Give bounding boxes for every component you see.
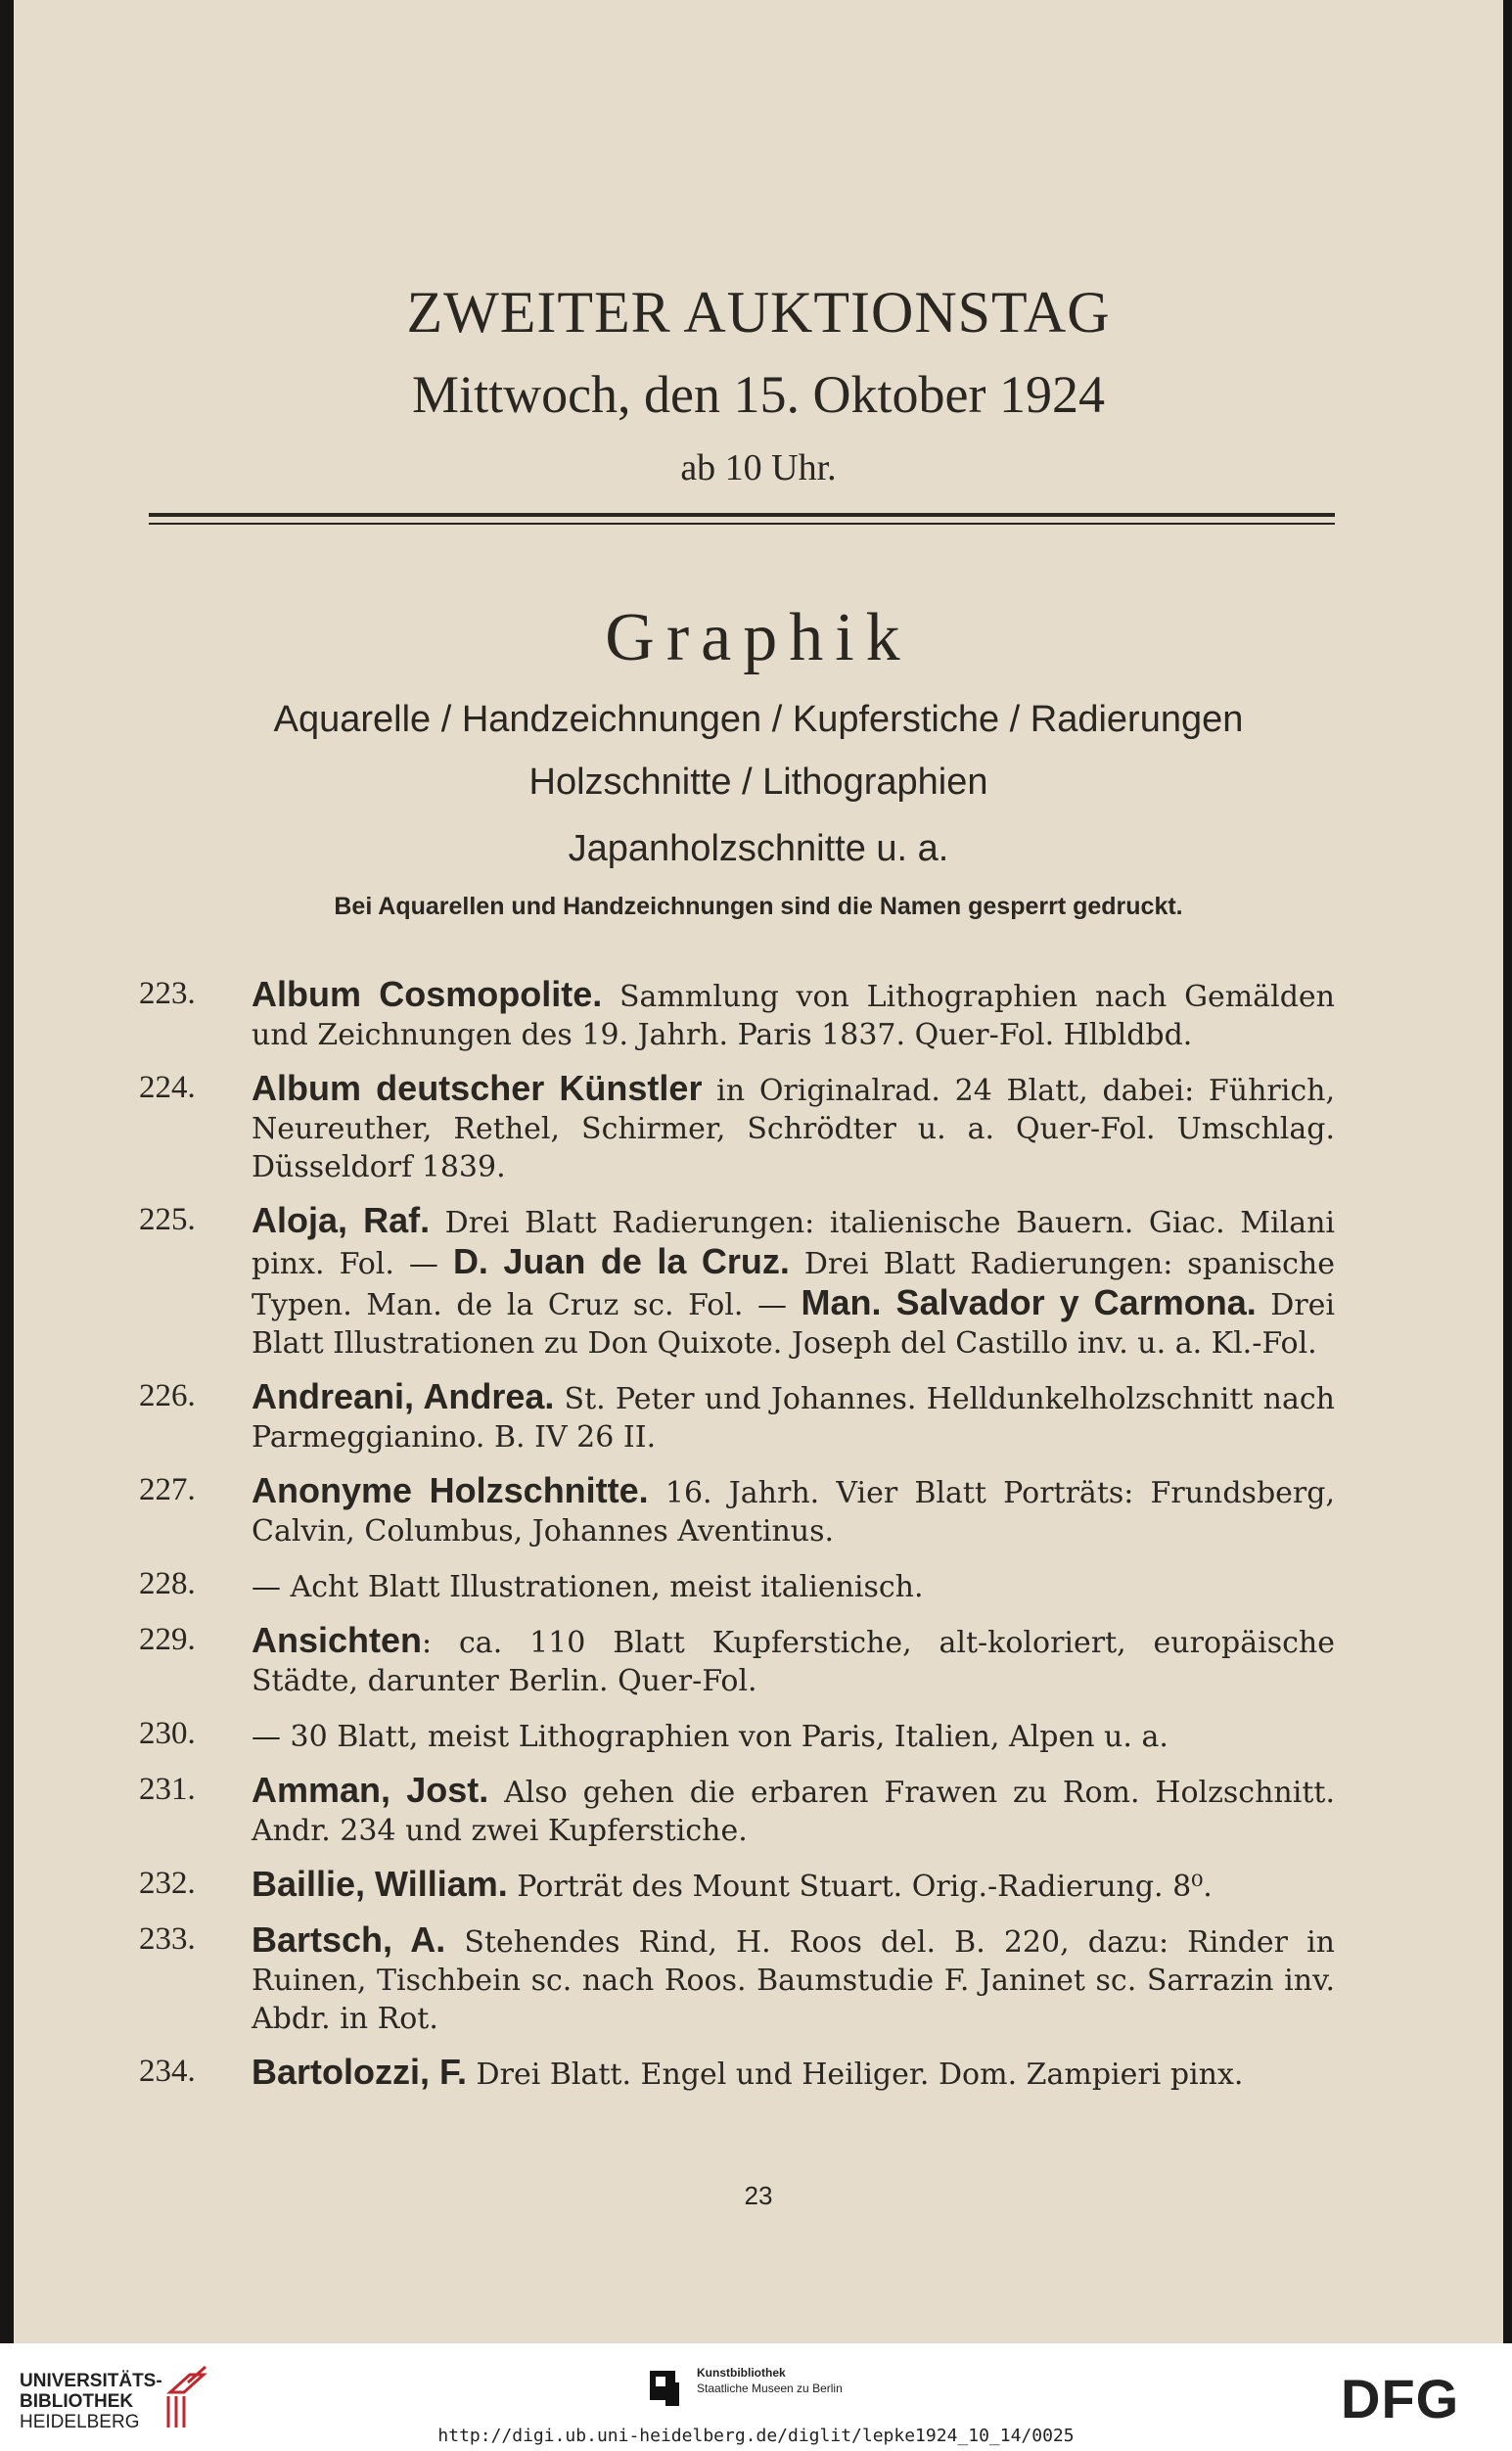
kb-line-1: Kunstbibliothek — [697, 2366, 786, 2380]
entry-text: — Acht Blatt Illustrationen, meist italienisch. — [252, 1570, 924, 1604]
catalog-entry — [139, 1201, 1335, 1363]
entry-name: Baillie, William. — [252, 1864, 508, 1904]
entry-name: Bartsch, A. — [252, 1919, 446, 1960]
auction-day-title: ZWEITER AUKTIONSTAG — [406, 280, 1111, 345]
entry-text: Drei Blatt. Engel und Heiliger. Dom. Zampieri pinx. — [467, 2058, 1244, 2092]
entry-name: Album Cosmopolite. — [252, 974, 603, 1014]
category-line-3: Japanholzschnitte u. a. — [568, 828, 949, 869]
kb-line-2: Staatliche Museen zu Berlin — [697, 2382, 843, 2395]
entry-text: 16. Jahrh. Vier Blatt Porträts: Frundsberg, Calvin, Columbus, Johannes Aventinus. — [252, 1476, 1335, 1549]
entry-text: — 30 Blatt, meist Lithographien von Paris, Italien, Alpen u. a. — [252, 1720, 1168, 1754]
entry-name: Amman, Jost. — [252, 1770, 489, 1810]
uni-line-3: HEIDELBERG — [20, 2412, 140, 2432]
entry-number: 233. — [139, 1921, 196, 1957]
entry-name: Bartolozzi, F. — [252, 2052, 468, 2092]
page-number: 23 — [744, 2181, 773, 2210]
entry-name: Album deutscher Künstler — [252, 1068, 703, 1108]
category-line-2: Holzschnitte / Lithographien — [528, 762, 988, 803]
entry-text-2: Drei Blatt Radierungen: spanische Typen. Man. de la Cruz sc. Fol. — — [252, 1247, 1335, 1322]
catalog-entry — [139, 1771, 1335, 1850]
double-rule-top — [149, 513, 1335, 517]
viewer-footer — [0, 2343, 1512, 2451]
entry-number: 230. — [139, 1716, 196, 1751]
entry-number: 224. — [139, 1070, 196, 1105]
entry-number: 225. — [139, 1202, 196, 1237]
entry-text: Sammlung von Lithographien nach Gemälden und Zeichnungen des 19. Jahrh. Paris 1837. Quer-Fol. Hlbldbd. — [252, 980, 1336, 1052]
kunstbibliothek-logo-icon — [646, 2367, 685, 2410]
entry-number: 227. — [139, 1472, 196, 1507]
dfg-logo: DFG — [1341, 2368, 1460, 2429]
entry-text: Porträt des Mount Stuart. Orig.-Radierung. 8⁰. — [507, 1870, 1213, 1904]
entry-name: Aloja, Raf. — [252, 1200, 431, 1240]
entry-text: in Originalrad. 24 Blatt, dabei: Führich, Neureuther, Rethel, Schirmer, Schrödter u. a. Quer-Fol. Umschlag. Düsseldorf 1839. — [252, 1074, 1335, 1184]
uni-line-2: BIBLIOTHEK — [20, 2391, 134, 2412]
catalog-entry — [139, 1069, 1335, 1186]
auction-time: ab 10 Uhr. — [680, 447, 837, 488]
entry-number: 229. — [139, 1622, 196, 1657]
permalink-url[interactable]: http://digi.ub.uni-heidelberg.de/diglit/lepke1924_10_14/0025 — [437, 2426, 1075, 2446]
catalog-entry — [139, 1565, 1335, 1606]
catalog-entry — [139, 1621, 1335, 1700]
catalog-entry — [139, 2053, 1335, 2094]
double-rule-bottom — [149, 523, 1335, 525]
entry-name: Anonyme Holzschnitte. — [252, 1470, 649, 1510]
catalog-entry — [139, 1865, 1335, 1906]
document-page — [14, 0, 1503, 2343]
entry-name-2: D. Juan de la Cruz. — [452, 1241, 790, 1281]
entry-number: 231. — [139, 1772, 196, 1807]
entry-name: Ansichten — [252, 1620, 423, 1660]
catalog-entry — [139, 1471, 1335, 1550]
entry-number: 223. — [139, 976, 196, 1011]
catalog-entry — [139, 1715, 1335, 1756]
auction-date: Mittwoch, den 15. Oktober 1924 — [412, 365, 1105, 424]
uni-line-1: UNIVERSITÄTS- — [20, 2371, 162, 2391]
category-line-1: Aquarelle / Handzeichnungen / Kupferstiche / Radierungen — [273, 699, 1244, 740]
catalog-entries — [139, 975, 1335, 2108]
entry-number: 226. — [139, 1378, 196, 1413]
entry-text: : ca. 110 Blatt Kupferstiche, alt-koloriert, europäische Städte, darunter Berlin. Quer-Fol. — [252, 1626, 1335, 1698]
section-title: Graphik — [605, 600, 912, 675]
section-note: Bei Aquarellen und Handzeichnungen sind die Namen gesperrt gedruckt. — [334, 893, 1183, 920]
entry-text: Also gehen die erbaren Frawen zu Rom. Holzschnitt. Andr. 234 und zwei Kupferstiche. — [252, 1776, 1335, 1848]
entry-text: Stehendes Rind, H. Roos del. B. 220, dazu: Rinder in Ruinen, Tischbein sc. nach Roos. Baumstudie F. Janinet sc. Sarrazin inv. Abdr. in Rot. — [252, 1925, 1335, 2036]
entry-text: Drei Blatt Radierungen: italienische Bauern. Giac. Milani pinx. Fol. — — [252, 1206, 1335, 1281]
university-logo-icon — [160, 2363, 209, 2433]
entry-text: St. Peter und Johannes. Helldunkelholzschnitt nach Parmeggianino. B. IV 26 II. — [252, 1382, 1335, 1455]
entry-number: 228. — [139, 1566, 196, 1601]
kunstbibliothek-label — [697, 2365, 843, 2396]
entry-name-3: Man. Salvador y Carmona. — [801, 1282, 1257, 1322]
university-library-label — [20, 2371, 162, 2432]
entry-name: Andreani, Andrea. — [252, 1376, 555, 1416]
entry-number: 232. — [139, 1866, 196, 1901]
catalog-entry — [139, 1920, 1335, 2038]
entry-text-3: Drei Blatt Illustrationen zu Don Quixote. Joseph del Castillo inv. u. a. Kl.-Fol. — [252, 1288, 1336, 1361]
entry-number: 234. — [139, 2054, 196, 2089]
catalog-entry — [139, 1377, 1335, 1457]
catalog-entry — [139, 975, 1335, 1054]
